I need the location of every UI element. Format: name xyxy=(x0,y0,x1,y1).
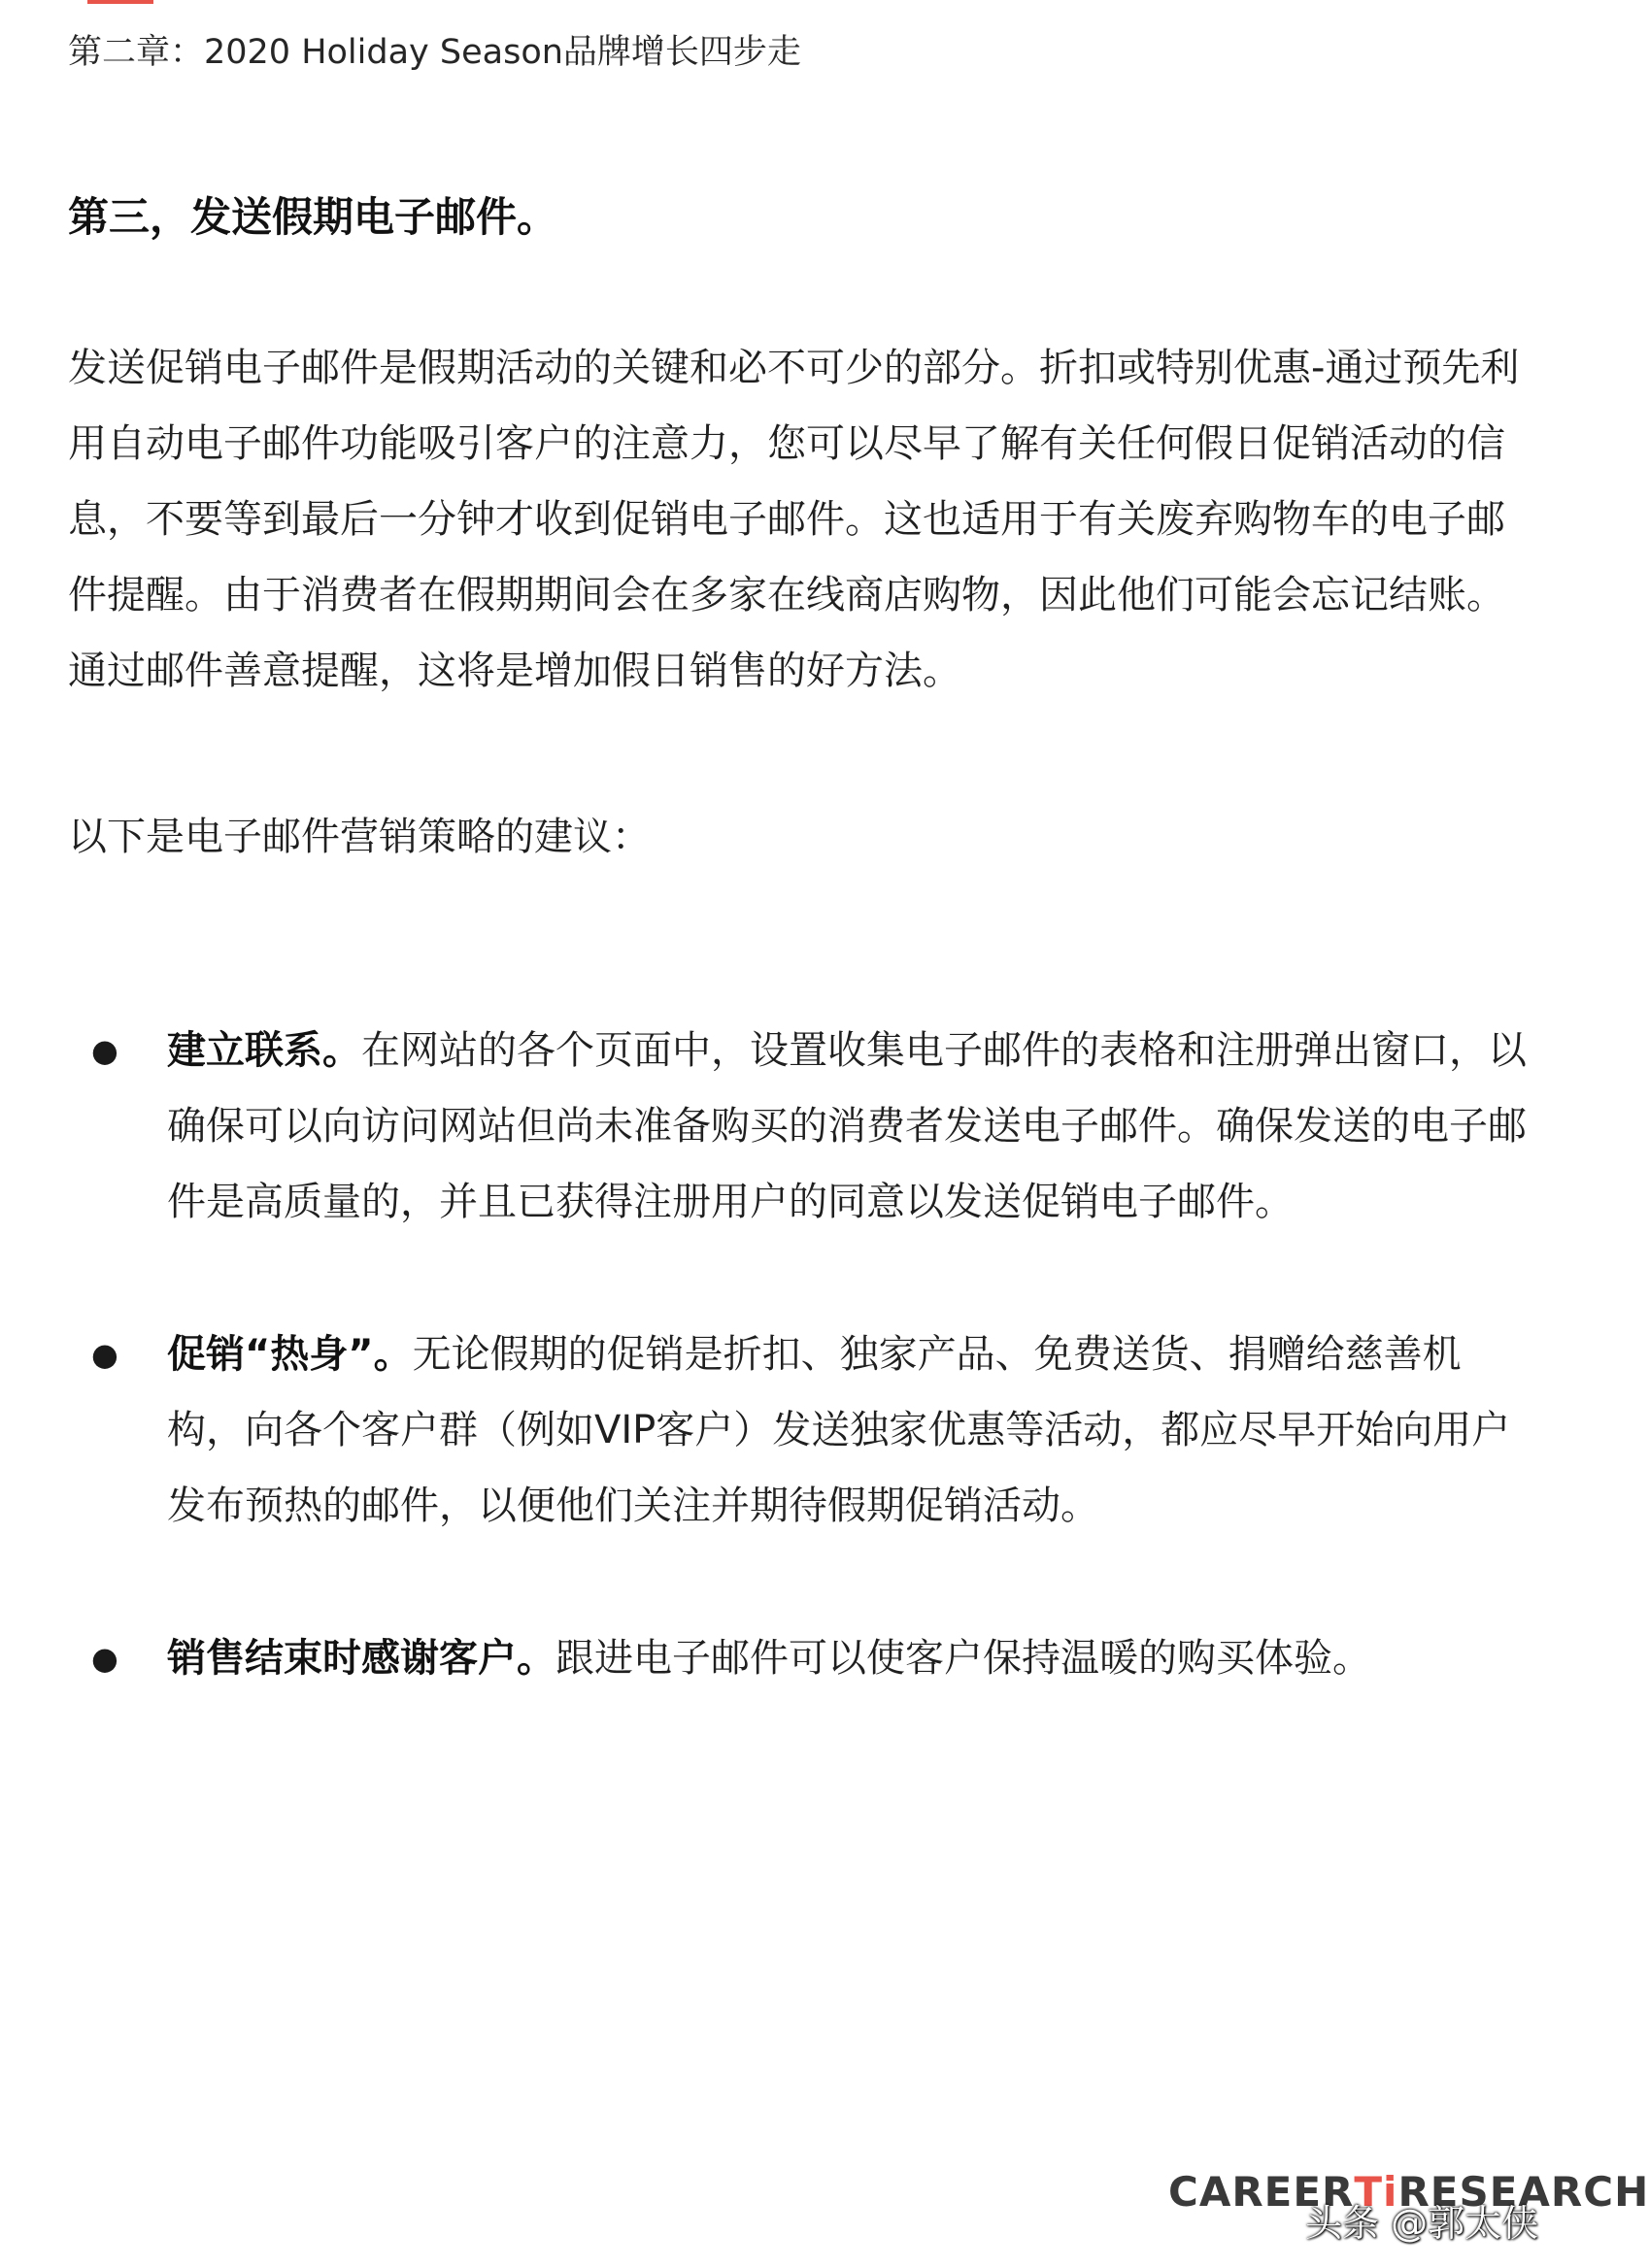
section-heading: 第三，发送假期电子邮件。 xyxy=(68,193,558,241)
tip-title: 建立联系。 xyxy=(167,1028,361,1073)
tip-item-build-connection xyxy=(0,1013,1536,1240)
chapter-header: 第二章：2020 Holiday Season品牌增长四步走 xyxy=(68,33,801,72)
tip-title: 销售结束时感谢客户。 xyxy=(167,1636,555,1681)
brand-logo-suffix: RESEARCH xyxy=(1397,2168,1649,2216)
bullet-icon: ● xyxy=(91,1640,118,1677)
tip-body: 在网站的各个页面中，设置收集电子邮件的表格和注册弹出窗口，以确保可以向访问网站但尚未准备购买的消费者发送电子邮件。确保发送的电子邮件是高质量的，并且已获得注册用户的同意以发送促销电子邮件。 xyxy=(167,1028,1527,1224)
source-watermark: 头条 @郭太侠 xyxy=(1305,2202,1539,2245)
intro-paragraph: 发送促销电子邮件是假期活动的关键和必不可少的部分。折扣或特别优惠-通过预先利用自动电子邮件功能吸引客户的注意力，您可以尽早了解有关任何假日促销活动的信息，不要等到最后一分钟才收到促销电子邮件。这也适用于有关废弃购物车的电子邮件提醒。由于消费者在假期期间会在多家在线商店购物，因此他们可能会忘记结账。通过邮件善意提醒，这将是增加假日销售的好方法。 xyxy=(68,346,1520,693)
tip-title: 促销“热身”。 xyxy=(167,1332,413,1377)
bullet-icon: ● xyxy=(91,1032,118,1069)
suggestions-lead: 以下是电子邮件营销策略的建议： xyxy=(68,815,651,859)
email-tips-list xyxy=(0,1013,1604,1696)
tip-body: 无论假期的促销是折扣、独家产品、免费送货、捐赠给慈善机构，向各个客户群（例如VIP客户）发送独家优惠等活动，都应尽早开始向用户发布预热的邮件，以便他们关注并期待假期促销活动。 xyxy=(167,1332,1511,1528)
header-accent-bar xyxy=(87,0,153,4)
tip-body: 跟进电子邮件可以使客户保持温暖的购买体验。 xyxy=(555,1636,1371,1681)
tip-item-warm-up xyxy=(0,1317,1536,1544)
brand-mark-icon: Ti xyxy=(1354,2168,1398,2216)
bullet-icon: ● xyxy=(91,1336,118,1373)
brand-logo-prefix: CAREER xyxy=(1168,2168,1355,2216)
tip-item-thank-customers xyxy=(0,1620,1536,1696)
